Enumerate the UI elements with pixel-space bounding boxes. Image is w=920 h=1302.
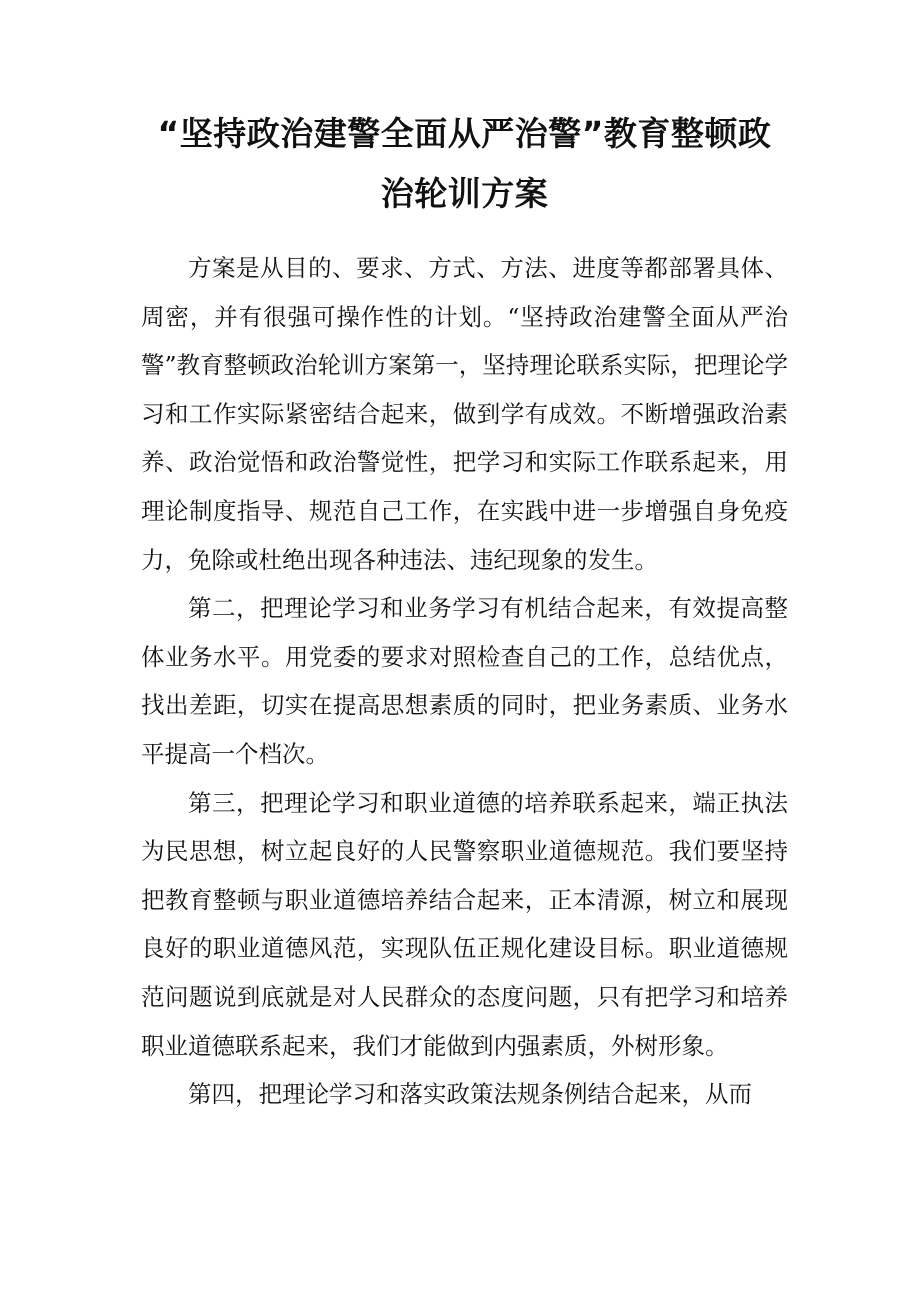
paragraph-fourth: 第四，把理论学习和落实政策法规条例结合起来，从而 bbox=[188, 1080, 752, 1109]
paragraph-intro: 方案是从目的、要求、方式、方法、进度等都部署具体、周密，并有很强可操作性的计划。“坚持政治建警全面从严治警”教育整顿政治轮训方案第一，坚持理论联系实际，把理论学习和工作实际紧密结合起来，做到学有成效。不断增强政治素养、政治觉悟和政治警觉性，把学习和实际工作联系起来，用理论制度指导、规范自己工作，在实践中进一步增强自身免疫力，免除或杜绝出现各种违法、违纪现象的发生。 bbox=[141, 254, 788, 574]
paragraph-third: 第三，把理论学习和职业道德的培养联系起来，端正执法为民思想，树立起良好的人民警察职业道德规范。我们要坚持把教育整顿与职业道德培养结合起来，正本清源，树立和展现良好的职业道德风范，实现队伍正规化建设目标。职业道德规范问题说到底就是对人民群众的态度问题，只有把学习和培养职业道德联系起来，我们才能做到内强素质，外树形象。 bbox=[141, 788, 788, 1060]
paragraph-second: 第二，把理论学习和业务学习有机结合起来，有效提高整体业务水平。用党委的要求对照检查自己的工作，总结优点，找出差距，切实在提高思想素质的同时，把业务素质、业务水平提高一个档次。 bbox=[141, 594, 788, 768]
document-title: “坚持政治建警全面从严治警”教育整顿政治轮训方案 bbox=[157, 114, 772, 213]
document-body bbox=[141, 244, 788, 1119]
